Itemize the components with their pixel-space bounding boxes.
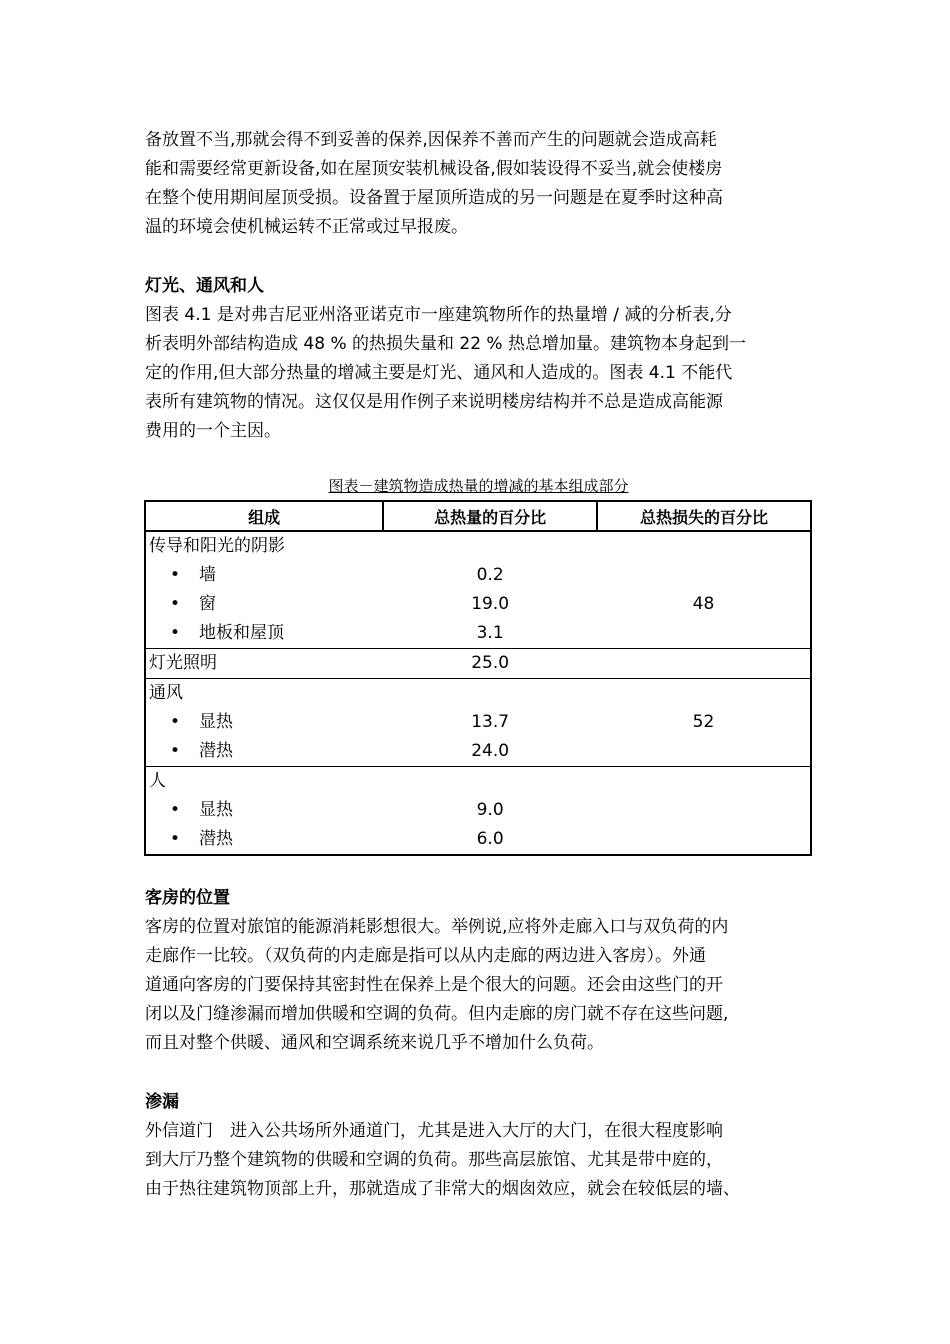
table-row — [145, 531, 811, 561]
loss-value — [597, 649, 811, 679]
text-line: 客房的位置对旅馆的能源消耗影想很大。举例说,应将外走廊入口与双负荷的内 — [145, 917, 729, 937]
loss-value — [597, 561, 811, 590]
gain-value — [383, 767, 597, 797]
text-line: 走廊作一比较。（双负荷的内走廊是指可以从内走廊的两边进入客房）。外通 — [145, 946, 706, 966]
gain-value — [383, 531, 597, 561]
bullet-icon: • — [170, 565, 181, 585]
loss-value — [597, 679, 811, 709]
gain-value: 0.2 — [476, 565, 504, 585]
text-line: 表所有建筑物的情况。这仅仅是用作例子来说明楼房结构并不总是造成高能源 — [145, 392, 723, 412]
text-line: 温的环境会使机械运转不正常或过早报废。 — [145, 217, 468, 237]
loss-value — [597, 531, 811, 561]
infiltration-paragraph — [145, 1117, 813, 1204]
table-row — [145, 590, 811, 619]
gain-value: 24.0 — [383, 737, 597, 767]
text-line: 析表明外部结构造成 48 % 的热损失量和 22 % 热总增加量。建筑物本身起到一 — [145, 334, 746, 354]
text-line: 图表 4.1 是对弗吉尼亚州洛亚诺克市一座建筑物所作的热量增 / 减的分析表,分 — [145, 305, 732, 325]
row-label: 潜热 — [199, 741, 233, 761]
section-heading-lighting: 灯光、通风和人 — [145, 276, 264, 296]
lighting-paragraph — [145, 301, 813, 446]
table-row — [145, 825, 811, 855]
text-line: 闭以及门缝渗漏而增加供暖和空调的负荷。但内走廊的房门就不存在这些问题, — [145, 1004, 729, 1024]
loss-value — [597, 619, 811, 649]
text-line: 能和需要经常更新设备,如在屋顶安装机械设备,假如装设得不妥当,就会使楼房 — [145, 159, 723, 179]
text-line: 道通向客房的门要保持其密封性在保养上是个很大的问题。还会由这些门的开 — [145, 975, 723, 995]
bullet-icon: • — [170, 829, 181, 849]
section-heading-infiltration: 渗漏 — [145, 1092, 179, 1112]
row-label: 显热 — [199, 800, 233, 820]
bullet-icon: • — [170, 712, 181, 732]
row-label: 潜热 — [199, 829, 233, 849]
gain-value: 6.0 — [383, 825, 597, 855]
row-label: 通风 — [145, 679, 383, 709]
gain-value: 3.1 — [383, 619, 597, 649]
gain-value: 13.7 — [471, 712, 510, 732]
column-header-loss: 总热损失的百分比 — [597, 501, 811, 531]
text-line: 在整个使用期间屋顶受损。设备置于屋顶所造成的另一问题是在夏季时这种高 — [145, 188, 723, 208]
table-row — [145, 708, 811, 737]
text-line: 费用的一个主因。 — [145, 421, 281, 441]
table-header-row — [145, 501, 811, 531]
row-label: 传导和阳光的阴影 — [145, 531, 383, 561]
loss-value — [597, 825, 811, 855]
bullet-icon: • — [170, 623, 181, 643]
loss-value — [597, 737, 811, 767]
row-label: 灯光照明 — [145, 649, 383, 679]
intro-paragraph — [145, 126, 813, 242]
text-line: 而且对整个供暖、通风和空调系统来说几乎不增加什么负荷。 — [145, 1033, 604, 1053]
text-line: 定的作用,但大部分热量的增减主要是灯光、通风和人造成的。图表 4.1 不能代 — [145, 363, 733, 383]
row-label: 人 — [145, 767, 383, 797]
bullet-icon: • — [170, 594, 181, 614]
gain-value: 19.0 — [471, 594, 510, 614]
row-label: 墙 — [199, 565, 216, 585]
gain-value: 9.0 — [476, 800, 504, 820]
table-row — [145, 619, 811, 649]
table-row — [145, 649, 811, 679]
bullet-icon: • — [170, 800, 181, 820]
table-caption: 图表－建筑物造成热量的增减的基本组成部分 — [328, 477, 629, 495]
loss-value — [597, 767, 811, 797]
loss-value: 52 — [597, 708, 811, 737]
row-label: 地板和屋顶 — [199, 623, 284, 643]
table-row — [145, 796, 811, 825]
loss-value: 48 — [597, 590, 811, 619]
table-row — [145, 561, 811, 590]
bullet-icon: • — [170, 741, 181, 761]
row-label: 显热 — [199, 712, 233, 732]
table-row — [145, 679, 811, 709]
text-line: 备放置不当,那就会得不到妥善的保养,因保养不善而产生的问题就会造成高耗 — [145, 130, 717, 150]
column-header-component: 组成 — [145, 501, 383, 531]
column-header-gain: 总热量的百分比 — [383, 501, 597, 531]
room-location-paragraph — [145, 913, 813, 1058]
table-row — [145, 737, 811, 767]
table-row — [145, 767, 811, 797]
text-line: 外信道门 进入公共场所外通道门，尤其是进入大厅的大门，在很大程度影响 — [145, 1121, 723, 1141]
row-label: 窗 — [199, 594, 216, 614]
text-line: 由于热往建筑物顶部上升，那就造成了非常大的烟囱效应，就会在较低层的墙、 — [145, 1179, 740, 1199]
gain-value: 25.0 — [383, 649, 597, 679]
section-heading-room-location: 客房的位置 — [145, 888, 230, 908]
loss-value — [597, 796, 811, 825]
heat-breakdown-table — [144, 500, 812, 856]
text-line: 到大厅乃整个建筑物的供暖和空调的负荷。那些高层旅馆、尤其是带中庭的， — [145, 1150, 723, 1170]
gain-value — [383, 679, 597, 709]
